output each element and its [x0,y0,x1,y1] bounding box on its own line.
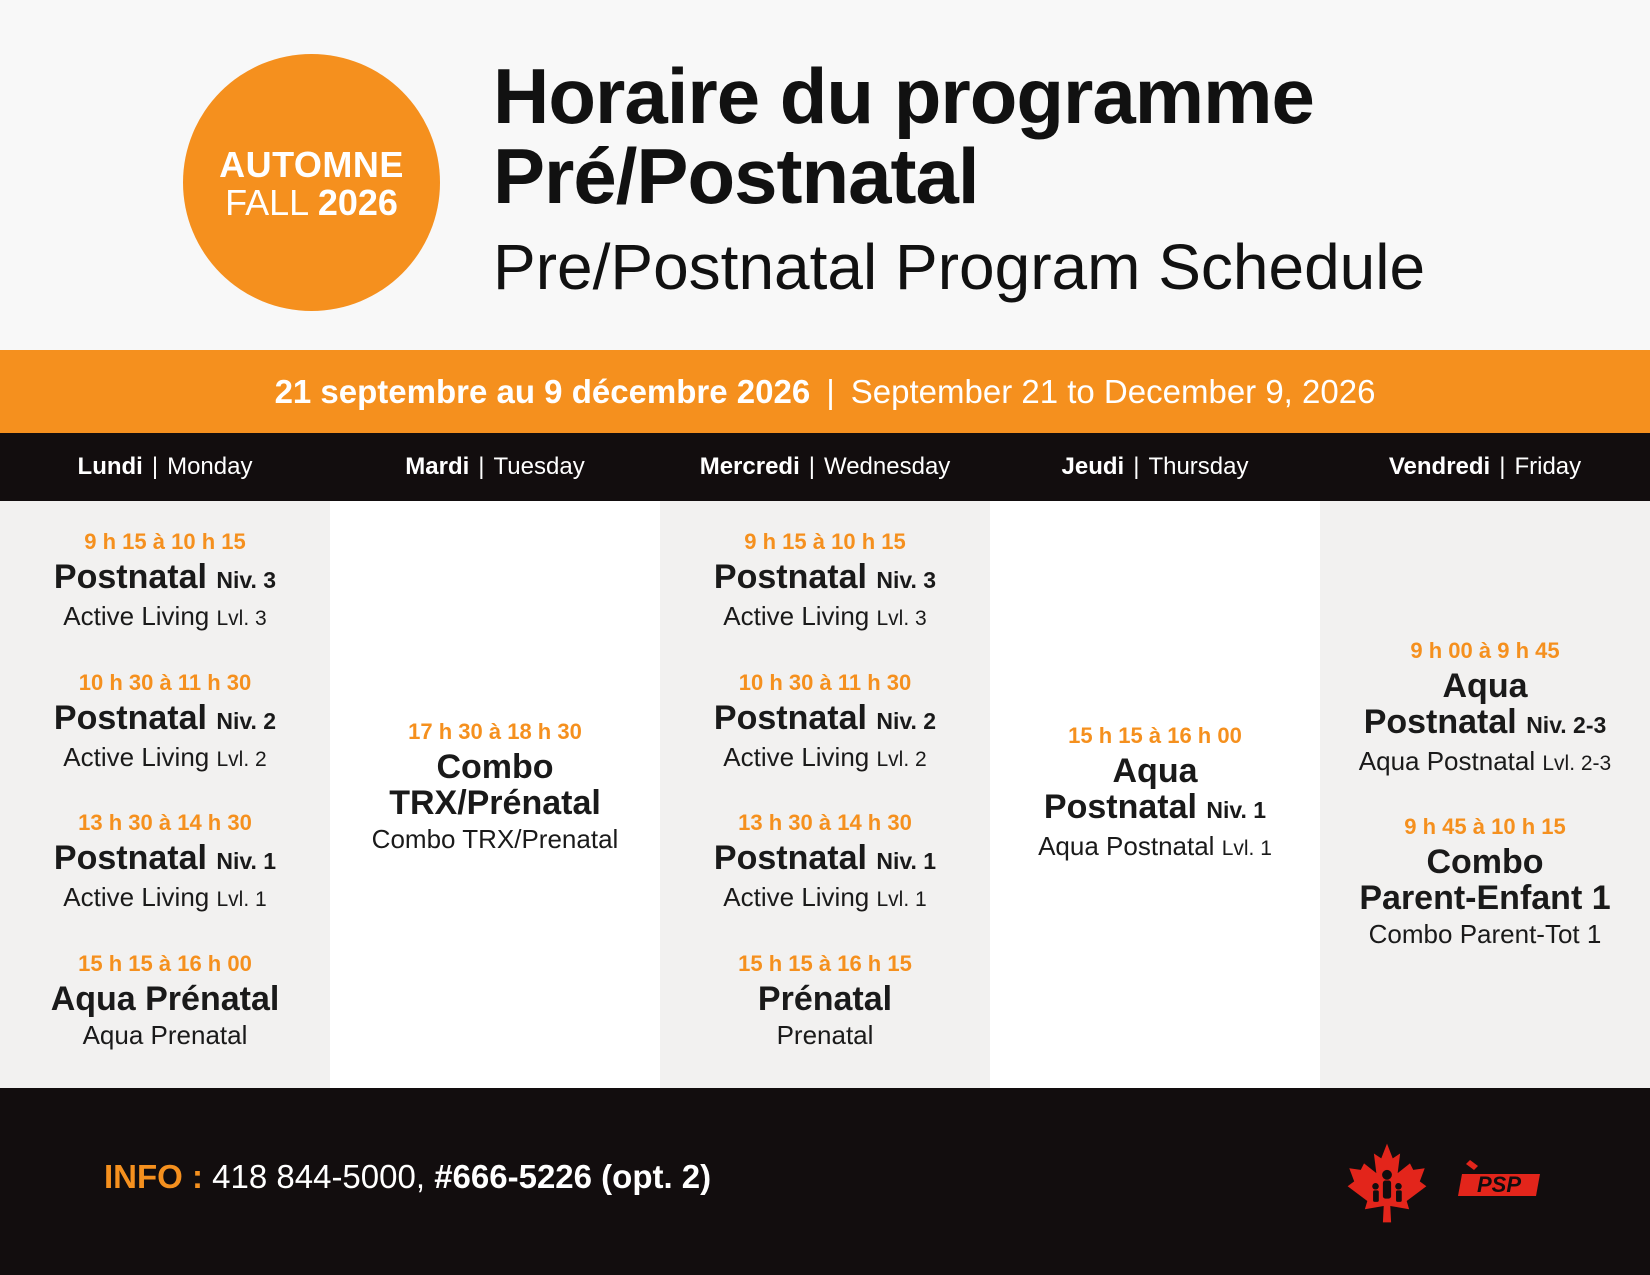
class-time: 9 h 15 à 10 h 15 [744,529,906,554]
class-name-en-text: Active Living [63,882,210,912]
class-slot [330,719,660,855]
class-time: 17 h 30 à 18 h 30 [408,719,582,744]
class-time: 10 h 30 à 11 h 30 [738,670,912,695]
class-name-line1: Aqua [1442,667,1528,705]
class-slot [1320,814,1650,950]
day-fr: Mardi [405,453,470,480]
class-name [660,840,990,879]
class-name-line1: Combo [436,748,554,786]
days-header [0,433,1650,501]
column-tuesday [330,501,660,1088]
class-slot [0,810,330,916]
class-name: Aqua Prénatal [50,980,280,1018]
header [0,0,1650,350]
season-badge [183,54,440,311]
class-name-text: Postnatal [53,839,207,877]
class-name-text: Postnatal [1043,788,1197,826]
class-slot [660,951,990,1051]
day-separator: | [1133,453,1140,480]
day-en: Thursday [1148,453,1249,480]
class-name-text: Postnatal [1363,703,1517,741]
class-time: 15 h 15 à 16 h 15 [738,951,912,976]
season-en [183,182,440,224]
day-en: Friday [1514,453,1582,480]
class-name [1320,844,1650,916]
class-name-text: Postnatal [713,699,867,737]
class-name [0,559,330,598]
class-time: 13 h 30 à 14 h 30 [78,810,252,835]
class-name-en-text: Active Living [63,601,210,631]
class-slot [0,529,330,635]
class-name-en-text: Aqua Postnatal [1038,831,1215,861]
column-friday [1320,501,1650,1088]
title-en: Pre/Postnatal Program Schedule [493,231,1426,303]
class-name-text: Postnatal [53,699,207,737]
day-header-thursday [990,433,1320,501]
date-range-band [0,350,1650,433]
day-header-wednesday [660,433,990,501]
contact-info [104,1158,711,1196]
class-level-en: Lvl. 2-3 [1542,752,1612,775]
psp-logo [1456,1156,1544,1200]
class-name-en-text: Active Living [723,601,870,631]
class-name-en [0,741,330,776]
class-slot [990,723,1320,865]
season-year: 2026 [317,182,398,223]
class-time: 15 h 15 à 16 h 00 [78,951,252,976]
class-time: 15 h 15 à 16 h 00 [1068,723,1242,748]
class-name [0,840,330,879]
class-level: Niv. 2 [876,708,937,734]
date-range-fr: 21 septembre au 9 décembre 2026 [274,372,811,410]
day-header-tuesday [330,433,660,501]
season-fr: AUTOMNE [219,144,404,185]
class-name-text: Postnatal [53,558,207,596]
class-level: Niv. 2-3 [1526,712,1607,738]
class-time: 13 h 30 à 14 h 30 [738,810,912,835]
class-name-line2: TRX/Prénatal [389,784,601,822]
class-name-en [0,881,330,916]
class-name-text: Postnatal [713,839,867,877]
day-fr: Vendredi [1388,453,1491,480]
season-en-word: FALL [225,182,308,223]
class-name-text: Postnatal [713,558,867,596]
class-name-en: Prenatal [776,1020,874,1050]
info-phone: 418 844-5000, [212,1158,426,1195]
date-separator: | [826,372,835,410]
class-time: 9 h 15 à 10 h 15 [84,529,246,554]
class-name-en: Combo TRX/Prenatal [371,824,619,854]
class-level-en: Lvl. 1 [876,888,927,911]
class-name-en: Aqua Prenatal [82,1020,248,1050]
title-fr-line2: Pré/Postnatal [493,132,979,220]
class-level: Niv. 2 [216,708,277,734]
info-extension: #666-5226 (opt. 2) [434,1158,712,1195]
class-name [1320,668,1650,743]
class-name-en [990,830,1320,865]
class-level-en: Lvl. 1 [1221,837,1272,860]
maple-leaf-family-icon [1346,1142,1428,1224]
title-fr [493,52,1314,220]
column-thursday [990,501,1320,1088]
day-en: Tuesday [493,453,585,480]
day-separator: | [151,453,159,480]
class-level: Niv. 1 [876,848,937,874]
class-slot [660,670,990,776]
class-name-en: Combo Parent-Tot 1 [1368,919,1602,949]
class-level: Niv. 1 [1206,797,1267,823]
day-fr: Jeudi [1061,453,1125,480]
class-level-en: Lvl. 3 [876,607,927,630]
day-header-monday [0,433,330,501]
class-name-line2 [1320,704,1650,743]
day-fr: Mercredi [699,453,800,480]
class-time: 9 h 45 à 10 h 15 [1404,814,1566,839]
class-slot [1320,638,1650,780]
day-separator: | [478,453,485,480]
class-level: Niv. 3 [876,567,937,593]
class-level-en: Lvl. 2 [876,748,927,771]
class-name-line2 [990,789,1320,828]
class-name-en [660,600,990,635]
day-en: Monday [167,453,253,480]
column-wednesday [660,501,990,1088]
class-level: Niv. 1 [216,848,277,874]
class-name-en-text: Active Living [63,742,210,772]
class-name-en-text: Aqua Postnatal [1358,746,1536,776]
column-monday [0,501,330,1088]
class-level-en: Lvl. 2 [216,748,267,771]
class-level-en: Lvl. 3 [216,607,267,630]
class-name-line1: Aqua [1112,752,1198,790]
class-name [660,559,990,598]
class-name-en [660,881,990,916]
schedule-grid [0,501,1650,1088]
date-range-en: September 21 to December 9, 2026 [850,372,1376,410]
class-slot [0,951,330,1051]
class-name-en-text: Active Living [723,882,870,912]
day-fr: Lundi [77,453,143,480]
day-en: Wednesday [823,453,951,480]
class-level: Niv. 3 [216,567,277,593]
title-fr-line1: Horaire du programme [493,52,1314,140]
day-header-friday [1320,433,1650,501]
class-name [330,749,660,821]
day-separator: | [1499,453,1506,480]
day-separator: | [808,453,815,480]
class-name-en-text: Active Living [723,742,870,772]
class-time: 9 h 00 à 9 h 45 [1410,638,1560,663]
class-name-line2: Parent-Enfant 1 [1359,879,1611,917]
class-name [660,700,990,739]
class-level-en: Lvl. 1 [216,888,267,911]
class-slot [660,529,990,635]
class-slot [660,810,990,916]
class-name-en [0,600,330,635]
class-name-line1: Combo [1426,843,1544,881]
svg-text:PSP: PSP [1476,1172,1522,1197]
class-name: Prénatal [757,980,893,1018]
class-slot [0,670,330,776]
class-name [0,700,330,739]
class-name-en [660,741,990,776]
class-name [990,753,1320,828]
footer [0,1088,1650,1275]
class-name-en [1320,745,1650,780]
info-label: INFO : [104,1158,203,1195]
class-time: 10 h 30 à 11 h 30 [78,670,252,695]
